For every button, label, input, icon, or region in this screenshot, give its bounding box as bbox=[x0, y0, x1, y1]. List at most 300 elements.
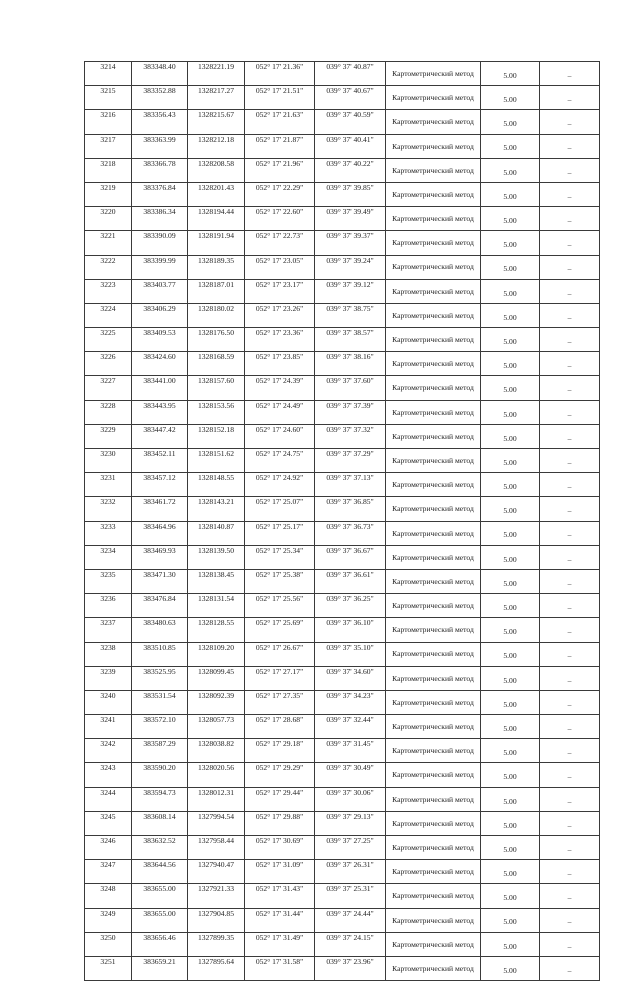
method-cell: Картометрический метод bbox=[386, 255, 481, 279]
y-coordinate-cell: 1328201.43 bbox=[188, 182, 245, 206]
table-row bbox=[85, 303, 600, 327]
method-cell: Картометрический метод bbox=[386, 569, 481, 593]
accuracy-cell: 5.00 bbox=[481, 545, 540, 569]
accuracy-cell: 5.00 bbox=[481, 255, 540, 279]
note-cell: – bbox=[540, 376, 600, 400]
note-cell: – bbox=[540, 956, 600, 980]
point-number-cell: 3234 bbox=[85, 545, 132, 569]
note-cell: – bbox=[540, 134, 600, 158]
method-cell: Картометрический метод bbox=[386, 932, 481, 956]
y-coordinate-cell: 1328020.56 bbox=[188, 763, 245, 787]
latitude-cell: 052° 17' 27.17" bbox=[245, 666, 315, 690]
point-number-cell: 3221 bbox=[85, 231, 132, 255]
note-cell: – bbox=[540, 787, 600, 811]
y-coordinate-cell: 1328109.20 bbox=[188, 642, 245, 666]
latitude-cell: 052° 17' 28.68" bbox=[245, 715, 315, 739]
method-cell: Картометрический метод bbox=[386, 158, 481, 182]
x-coordinate-cell: 383452.11 bbox=[132, 449, 188, 473]
accuracy-cell: 5.00 bbox=[481, 908, 540, 932]
point-number-cell: 3230 bbox=[85, 449, 132, 473]
note-cell: – bbox=[540, 594, 600, 618]
accuracy-cell: 5.00 bbox=[481, 328, 540, 352]
x-coordinate-cell: 383403.77 bbox=[132, 279, 188, 303]
longitude-cell: 039° 37' 34.60" bbox=[315, 666, 386, 690]
point-number-cell: 3232 bbox=[85, 497, 132, 521]
latitude-cell: 052° 17' 27.35" bbox=[245, 690, 315, 714]
latitude-cell: 052° 17' 24.49" bbox=[245, 400, 315, 424]
method-cell: Картометрический метод bbox=[386, 400, 481, 424]
note-cell: – bbox=[540, 279, 600, 303]
longitude-cell: 039° 37' 30.49" bbox=[315, 763, 386, 787]
longitude-cell: 039° 37' 24.44" bbox=[315, 908, 386, 932]
longitude-cell: 039° 37' 26.31" bbox=[315, 860, 386, 884]
y-coordinate-cell: 1328131.54 bbox=[188, 594, 245, 618]
longitude-cell: 039° 37' 40.67" bbox=[315, 86, 386, 110]
point-number-cell: 3246 bbox=[85, 836, 132, 860]
point-number-cell: 3239 bbox=[85, 666, 132, 690]
point-number-cell: 3243 bbox=[85, 763, 132, 787]
latitude-cell: 052° 17' 24.75" bbox=[245, 449, 315, 473]
x-coordinate-cell: 383655.00 bbox=[132, 908, 188, 932]
table-row bbox=[85, 207, 600, 231]
point-number-cell: 3244 bbox=[85, 787, 132, 811]
note-cell: – bbox=[540, 836, 600, 860]
y-coordinate-cell: 1327904.85 bbox=[188, 908, 245, 932]
longitude-cell: 039° 37' 25.31" bbox=[315, 884, 386, 908]
y-coordinate-cell: 1327921.33 bbox=[188, 884, 245, 908]
y-coordinate-cell: 1328057.73 bbox=[188, 715, 245, 739]
accuracy-cell: 5.00 bbox=[481, 303, 540, 327]
accuracy-cell: 5.00 bbox=[481, 352, 540, 376]
accuracy-cell: 5.00 bbox=[481, 376, 540, 400]
x-coordinate-cell: 383461.72 bbox=[132, 497, 188, 521]
note-cell: – bbox=[540, 207, 600, 231]
latitude-cell: 052° 17' 21.51" bbox=[245, 86, 315, 110]
table-row bbox=[85, 787, 600, 811]
x-coordinate-cell: 383363.99 bbox=[132, 134, 188, 158]
point-number-cell: 3237 bbox=[85, 618, 132, 642]
table-row bbox=[85, 424, 600, 448]
x-coordinate-cell: 383406.29 bbox=[132, 303, 188, 327]
point-number-cell: 3231 bbox=[85, 473, 132, 497]
note-cell: – bbox=[540, 569, 600, 593]
point-number-cell: 3249 bbox=[85, 908, 132, 932]
note-cell: – bbox=[540, 86, 600, 110]
table-row bbox=[85, 328, 600, 352]
point-number-cell: 3227 bbox=[85, 376, 132, 400]
x-coordinate-cell: 383587.29 bbox=[132, 739, 188, 763]
latitude-cell: 052° 17' 21.87" bbox=[245, 134, 315, 158]
latitude-cell: 052° 17' 22.73" bbox=[245, 231, 315, 255]
accuracy-cell: 5.00 bbox=[481, 473, 540, 497]
x-coordinate-cell: 383471.30 bbox=[132, 569, 188, 593]
accuracy-cell: 5.00 bbox=[481, 811, 540, 835]
longitude-cell: 039° 37' 29.13" bbox=[315, 811, 386, 835]
x-coordinate-cell: 383386.34 bbox=[132, 207, 188, 231]
x-coordinate-cell: 383659.21 bbox=[132, 956, 188, 980]
y-coordinate-cell: 1328180.02 bbox=[188, 303, 245, 327]
table-row bbox=[85, 279, 600, 303]
method-cell: Картометрический метод bbox=[386, 207, 481, 231]
table-row bbox=[85, 352, 600, 376]
y-coordinate-cell: 1328143.21 bbox=[188, 497, 245, 521]
latitude-cell: 052° 17' 24.60" bbox=[245, 424, 315, 448]
y-coordinate-cell: 1328139.50 bbox=[188, 545, 245, 569]
x-coordinate-cell: 383376.84 bbox=[132, 182, 188, 206]
note-cell: – bbox=[540, 400, 600, 424]
note-cell: – bbox=[540, 666, 600, 690]
latitude-cell: 052° 17' 31.49" bbox=[245, 932, 315, 956]
longitude-cell: 039° 37' 36.25" bbox=[315, 594, 386, 618]
x-coordinate-cell: 383632.52 bbox=[132, 836, 188, 860]
longitude-cell: 039° 37' 39.85" bbox=[315, 182, 386, 206]
x-coordinate-cell: 383510.85 bbox=[132, 642, 188, 666]
latitude-cell: 052° 17' 30.69" bbox=[245, 836, 315, 860]
y-coordinate-cell: 1328221.19 bbox=[188, 62, 245, 86]
y-coordinate-cell: 1328194.44 bbox=[188, 207, 245, 231]
y-coordinate-cell: 1328138.45 bbox=[188, 569, 245, 593]
table-row bbox=[85, 690, 600, 714]
accuracy-cell: 5.00 bbox=[481, 836, 540, 860]
table-row bbox=[85, 908, 600, 932]
accuracy-cell: 5.00 bbox=[481, 400, 540, 424]
accuracy-cell: 5.00 bbox=[481, 231, 540, 255]
latitude-cell: 052° 17' 25.38" bbox=[245, 569, 315, 593]
table-row bbox=[85, 545, 600, 569]
x-coordinate-cell: 383525.95 bbox=[132, 666, 188, 690]
table-row bbox=[85, 932, 600, 956]
point-number-cell: 3216 bbox=[85, 110, 132, 134]
method-cell: Картометрический метод bbox=[386, 908, 481, 932]
table-row bbox=[85, 62, 600, 86]
accuracy-cell: 5.00 bbox=[481, 449, 540, 473]
point-number-cell: 3218 bbox=[85, 158, 132, 182]
x-coordinate-cell: 383390.09 bbox=[132, 231, 188, 255]
table-row bbox=[85, 158, 600, 182]
longitude-cell: 039° 37' 36.67" bbox=[315, 545, 386, 569]
accuracy-cell: 5.00 bbox=[481, 86, 540, 110]
x-coordinate-cell: 383441.00 bbox=[132, 376, 188, 400]
point-number-cell: 3217 bbox=[85, 134, 132, 158]
table-row bbox=[85, 836, 600, 860]
note-cell: – bbox=[540, 618, 600, 642]
accuracy-cell: 5.00 bbox=[481, 62, 540, 86]
latitude-cell: 052° 17' 23.85" bbox=[245, 352, 315, 376]
point-number-cell: 3251 bbox=[85, 956, 132, 980]
x-coordinate-cell: 383399.99 bbox=[132, 255, 188, 279]
method-cell: Картометрический метод bbox=[386, 303, 481, 327]
longitude-cell: 039° 37' 40.59" bbox=[315, 110, 386, 134]
latitude-cell: 052° 17' 21.63" bbox=[245, 110, 315, 134]
latitude-cell: 052° 17' 29.44" bbox=[245, 787, 315, 811]
latitude-cell: 052° 17' 25.56" bbox=[245, 594, 315, 618]
method-cell: Картометрический метод bbox=[386, 134, 481, 158]
accuracy-cell: 5.00 bbox=[481, 618, 540, 642]
longitude-cell: 039° 37' 24.15" bbox=[315, 932, 386, 956]
longitude-cell: 039° 37' 37.13" bbox=[315, 473, 386, 497]
table-row bbox=[85, 255, 600, 279]
note-cell: – bbox=[540, 182, 600, 206]
latitude-cell: 052° 17' 24.39" bbox=[245, 376, 315, 400]
longitude-cell: 039° 37' 37.32" bbox=[315, 424, 386, 448]
table-row bbox=[85, 956, 600, 980]
x-coordinate-cell: 383594.73 bbox=[132, 787, 188, 811]
latitude-cell: 052° 17' 25.07" bbox=[245, 497, 315, 521]
x-coordinate-cell: 383608.14 bbox=[132, 811, 188, 835]
point-number-cell: 3219 bbox=[85, 182, 132, 206]
x-coordinate-cell: 383356.43 bbox=[132, 110, 188, 134]
latitude-cell: 052° 17' 26.67" bbox=[245, 642, 315, 666]
latitude-cell: 052° 17' 23.05" bbox=[245, 255, 315, 279]
note-cell: – bbox=[540, 811, 600, 835]
accuracy-cell: 5.00 bbox=[481, 497, 540, 521]
y-coordinate-cell: 1328189.35 bbox=[188, 255, 245, 279]
note-cell: – bbox=[540, 642, 600, 666]
y-coordinate-cell: 1328217.27 bbox=[188, 86, 245, 110]
y-coordinate-cell: 1328152.18 bbox=[188, 424, 245, 448]
longitude-cell: 039° 37' 32.44" bbox=[315, 715, 386, 739]
y-coordinate-cell: 1328140.87 bbox=[188, 521, 245, 545]
point-number-cell: 3250 bbox=[85, 932, 132, 956]
table-row bbox=[85, 134, 600, 158]
method-cell: Картометрический метод bbox=[386, 521, 481, 545]
method-cell: Картометрический метод bbox=[386, 666, 481, 690]
table-row bbox=[85, 110, 600, 134]
latitude-cell: 052° 17' 22.60" bbox=[245, 207, 315, 231]
longitude-cell: 039° 37' 40.22" bbox=[315, 158, 386, 182]
table-row bbox=[85, 497, 600, 521]
longitude-cell: 039° 37' 38.75" bbox=[315, 303, 386, 327]
point-number-cell: 3223 bbox=[85, 279, 132, 303]
latitude-cell: 052° 17' 31.44" bbox=[245, 908, 315, 932]
note-cell: – bbox=[540, 884, 600, 908]
longitude-cell: 039° 37' 40.41" bbox=[315, 134, 386, 158]
method-cell: Картометрический метод bbox=[386, 690, 481, 714]
y-coordinate-cell: 1328038.82 bbox=[188, 739, 245, 763]
table-row bbox=[85, 884, 600, 908]
accuracy-cell: 5.00 bbox=[481, 715, 540, 739]
y-coordinate-cell: 1328215.67 bbox=[188, 110, 245, 134]
point-number-cell: 3214 bbox=[85, 62, 132, 86]
longitude-cell: 039° 37' 27.25" bbox=[315, 836, 386, 860]
note-cell: – bbox=[540, 932, 600, 956]
longitude-cell: 039° 37' 39.37" bbox=[315, 231, 386, 255]
x-coordinate-cell: 383656.46 bbox=[132, 932, 188, 956]
longitude-cell: 039° 37' 30.06" bbox=[315, 787, 386, 811]
note-cell: – bbox=[540, 908, 600, 932]
point-number-cell: 3222 bbox=[85, 255, 132, 279]
method-cell: Картометрический метод bbox=[386, 860, 481, 884]
table-row bbox=[85, 860, 600, 884]
accuracy-cell: 5.00 bbox=[481, 182, 540, 206]
table-row bbox=[85, 642, 600, 666]
accuracy-cell: 5.00 bbox=[481, 424, 540, 448]
table-row bbox=[85, 86, 600, 110]
longitude-cell: 039° 37' 38.57" bbox=[315, 328, 386, 352]
accuracy-cell: 5.00 bbox=[481, 158, 540, 182]
accuracy-cell: 5.00 bbox=[481, 763, 540, 787]
method-cell: Картометрический метод bbox=[386, 763, 481, 787]
note-cell: – bbox=[540, 62, 600, 86]
point-number-cell: 3228 bbox=[85, 400, 132, 424]
latitude-cell: 052° 17' 31.58" bbox=[245, 956, 315, 980]
method-cell: Картометрический метод bbox=[386, 424, 481, 448]
accuracy-cell: 5.00 bbox=[481, 666, 540, 690]
y-coordinate-cell: 1328187.01 bbox=[188, 279, 245, 303]
accuracy-cell: 5.00 bbox=[481, 279, 540, 303]
latitude-cell: 052° 17' 21.36" bbox=[245, 62, 315, 86]
y-coordinate-cell: 1328191.94 bbox=[188, 231, 245, 255]
method-cell: Картометрический метод bbox=[386, 86, 481, 110]
method-cell: Картометрический метод bbox=[386, 279, 481, 303]
accuracy-cell: 5.00 bbox=[481, 207, 540, 231]
note-cell: – bbox=[540, 497, 600, 521]
y-coordinate-cell: 1328012.31 bbox=[188, 787, 245, 811]
method-cell: Картометрический метод bbox=[386, 182, 481, 206]
latitude-cell: 052° 17' 29.29" bbox=[245, 763, 315, 787]
note-cell: – bbox=[540, 763, 600, 787]
method-cell: Картометрический метод bbox=[386, 110, 481, 134]
table-row bbox=[85, 763, 600, 787]
point-number-cell: 3235 bbox=[85, 569, 132, 593]
point-number-cell: 3241 bbox=[85, 715, 132, 739]
y-coordinate-cell: 1327940.47 bbox=[188, 860, 245, 884]
y-coordinate-cell: 1328099.45 bbox=[188, 666, 245, 690]
longitude-cell: 039° 37' 36.10" bbox=[315, 618, 386, 642]
accuracy-cell: 5.00 bbox=[481, 569, 540, 593]
note-cell: – bbox=[540, 424, 600, 448]
method-cell: Картометрический метод bbox=[386, 642, 481, 666]
longitude-cell: 039° 37' 38.16" bbox=[315, 352, 386, 376]
note-cell: – bbox=[540, 521, 600, 545]
note-cell: – bbox=[540, 860, 600, 884]
latitude-cell: 052° 17' 22.29" bbox=[245, 182, 315, 206]
longitude-cell: 039° 37' 36.85" bbox=[315, 497, 386, 521]
method-cell: Картометрический метод bbox=[386, 715, 481, 739]
y-coordinate-cell: 1327895.64 bbox=[188, 956, 245, 980]
table-row bbox=[85, 182, 600, 206]
table-row bbox=[85, 449, 600, 473]
point-number-cell: 3225 bbox=[85, 328, 132, 352]
point-number-cell: 3220 bbox=[85, 207, 132, 231]
x-coordinate-cell: 383366.78 bbox=[132, 158, 188, 182]
note-cell: – bbox=[540, 690, 600, 714]
table-row bbox=[85, 715, 600, 739]
table-row bbox=[85, 569, 600, 593]
latitude-cell: 052° 17' 23.26" bbox=[245, 303, 315, 327]
table-row bbox=[85, 231, 600, 255]
longitude-cell: 039° 37' 37.60" bbox=[315, 376, 386, 400]
accuracy-cell: 5.00 bbox=[481, 594, 540, 618]
point-number-cell: 3229 bbox=[85, 424, 132, 448]
note-cell: – bbox=[540, 545, 600, 569]
longitude-cell: 039° 37' 40.87" bbox=[315, 62, 386, 86]
method-cell: Картометрический метод bbox=[386, 594, 481, 618]
note-cell: – bbox=[540, 449, 600, 473]
y-coordinate-cell: 1328128.55 bbox=[188, 618, 245, 642]
accuracy-cell: 5.00 bbox=[481, 110, 540, 134]
y-coordinate-cell: 1328168.59 bbox=[188, 352, 245, 376]
method-cell: Картометрический метод bbox=[386, 449, 481, 473]
longitude-cell: 039° 37' 39.24" bbox=[315, 255, 386, 279]
latitude-cell: 052° 17' 31.43" bbox=[245, 884, 315, 908]
x-coordinate-cell: 383352.88 bbox=[132, 86, 188, 110]
y-coordinate-cell: 1328208.58 bbox=[188, 158, 245, 182]
x-coordinate-cell: 383531.54 bbox=[132, 690, 188, 714]
point-number-cell: 3226 bbox=[85, 352, 132, 376]
table-row bbox=[85, 666, 600, 690]
point-number-cell: 3242 bbox=[85, 739, 132, 763]
x-coordinate-cell: 383409.53 bbox=[132, 328, 188, 352]
point-number-cell: 3238 bbox=[85, 642, 132, 666]
x-coordinate-cell: 383447.42 bbox=[132, 424, 188, 448]
point-number-cell: 3247 bbox=[85, 860, 132, 884]
x-coordinate-cell: 383457.12 bbox=[132, 473, 188, 497]
accuracy-cell: 5.00 bbox=[481, 739, 540, 763]
method-cell: Картометрический метод bbox=[386, 811, 481, 835]
longitude-cell: 039° 37' 39.12" bbox=[315, 279, 386, 303]
x-coordinate-cell: 383644.56 bbox=[132, 860, 188, 884]
point-number-cell: 3215 bbox=[85, 86, 132, 110]
latitude-cell: 052° 17' 25.34" bbox=[245, 545, 315, 569]
latitude-cell: 052° 17' 21.96" bbox=[245, 158, 315, 182]
x-coordinate-cell: 383480.63 bbox=[132, 618, 188, 642]
y-coordinate-cell: 1328212.18 bbox=[188, 134, 245, 158]
latitude-cell: 052° 17' 24.92" bbox=[245, 473, 315, 497]
accuracy-cell: 5.00 bbox=[481, 690, 540, 714]
coordinates-table bbox=[84, 61, 600, 981]
method-cell: Картометрический метод bbox=[386, 545, 481, 569]
note-cell: – bbox=[540, 158, 600, 182]
longitude-cell: 039° 37' 36.61" bbox=[315, 569, 386, 593]
latitude-cell: 052° 17' 25.69" bbox=[245, 618, 315, 642]
point-number-cell: 3236 bbox=[85, 594, 132, 618]
method-cell: Картометрический метод bbox=[386, 497, 481, 521]
table-row bbox=[85, 400, 600, 424]
latitude-cell: 052° 17' 25.17" bbox=[245, 521, 315, 545]
method-cell: Картометрический метод bbox=[386, 884, 481, 908]
latitude-cell: 052° 17' 29.88" bbox=[245, 811, 315, 835]
method-cell: Картометрический метод bbox=[386, 62, 481, 86]
note-cell: – bbox=[540, 231, 600, 255]
point-number-cell: 3245 bbox=[85, 811, 132, 835]
method-cell: Картометрический метод bbox=[386, 836, 481, 860]
note-cell: – bbox=[540, 739, 600, 763]
longitude-cell: 039° 37' 39.49" bbox=[315, 207, 386, 231]
x-coordinate-cell: 383590.20 bbox=[132, 763, 188, 787]
x-coordinate-cell: 383348.40 bbox=[132, 62, 188, 86]
x-coordinate-cell: 383424.60 bbox=[132, 352, 188, 376]
accuracy-cell: 5.00 bbox=[481, 860, 540, 884]
method-cell: Картометрический метод bbox=[386, 328, 481, 352]
point-number-cell: 3233 bbox=[85, 521, 132, 545]
point-number-cell: 3248 bbox=[85, 884, 132, 908]
y-coordinate-cell: 1327958.44 bbox=[188, 836, 245, 860]
y-coordinate-cell: 1327994.54 bbox=[188, 811, 245, 835]
note-cell: – bbox=[540, 255, 600, 279]
y-coordinate-cell: 1328176.50 bbox=[188, 328, 245, 352]
note-cell: – bbox=[540, 328, 600, 352]
method-cell: Картометрический метод bbox=[386, 376, 481, 400]
accuracy-cell: 5.00 bbox=[481, 642, 540, 666]
method-cell: Картометрический метод bbox=[386, 473, 481, 497]
y-coordinate-cell: 1328157.60 bbox=[188, 376, 245, 400]
x-coordinate-cell: 383469.93 bbox=[132, 545, 188, 569]
accuracy-cell: 5.00 bbox=[481, 956, 540, 980]
y-coordinate-cell: 1328153.56 bbox=[188, 400, 245, 424]
latitude-cell: 052° 17' 29.18" bbox=[245, 739, 315, 763]
method-cell: Картометрический метод bbox=[386, 739, 481, 763]
